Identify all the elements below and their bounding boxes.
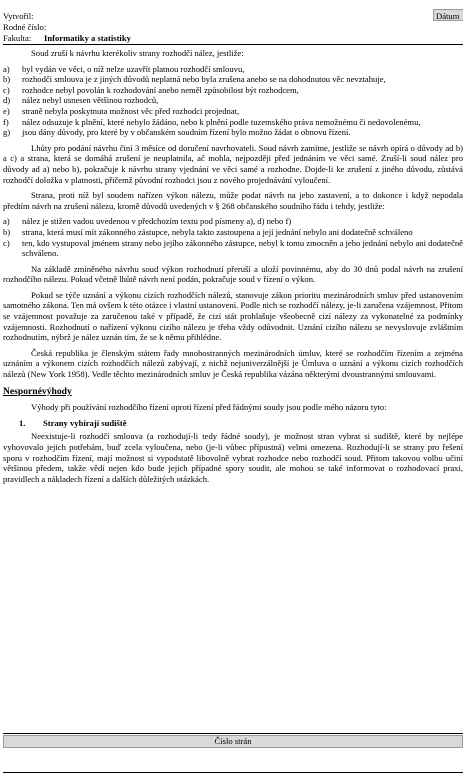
list-item <box>3 85 463 96</box>
list-marker: c) <box>3 237 10 248</box>
footer-divider <box>3 733 463 734</box>
section-heading: Nespornévýhody <box>3 385 72 397</box>
list-item <box>3 238 463 259</box>
list-item <box>3 95 463 106</box>
list-item <box>3 64 463 75</box>
list-text: rozhodce nebyl povolán k rozhodování anebo neměl způsobilost být rozhodcem, <box>22 84 299 95</box>
list-marker: c) <box>3 84 10 95</box>
list-marker: e) <box>3 105 10 116</box>
annulment-grounds-list <box>3 64 463 138</box>
paragraph-conventions: Česká republika je členským státem řady mnohostranných mezinárodních úmluv, které se rozhodčím řízením a zejména uznáním a výkonem cizích rozhodčích nálezů zabývají, z nichž nejuniverzálnější je Úmluva o uznání a výkonu cizích rozhodčích nálezů (New York 1958). Vedle těchto mezinárodních smluv je Česká republika vázána některými dvoustrannými smlouvami. <box>3 347 463 380</box>
list-marker: g) <box>3 127 11 138</box>
enforcement-grounds-list <box>3 216 463 258</box>
date-field: Dátum <box>433 9 463 21</box>
paragraph-deadlines: Lhůty pro podání návrhu činí 3 měsíce od doručení navrhovateli. Soud návrh zamítne, jestliže se návrh opírá o důvody ad b) a c) a strana, která se domáhá zrušení je neuplatnila, ač mohla, nejpozději před jednáním ve věci samé. Zruší-li soud nález pro důvody ad a) nebo b), pokračuje k návrhu strany vjednání ve věci samé a rozhodne. Dojde-li ke zrušení z jiného důvodu, zůstává rozhodčí doložka v platnosti, přičemž původní rozhodci jsou z nového projednávání vyloučení. <box>3 142 463 185</box>
list-item <box>3 127 463 138</box>
list-item <box>3 227 463 238</box>
list-item <box>3 216 463 227</box>
created-by-label: Vytvořil: <box>3 11 34 21</box>
page-number-field: Číslo strán <box>3 735 463 748</box>
list-item <box>3 106 463 117</box>
list-text: strana, která musí mít zákonného zástupce, nebyla takto zastoupena a její jednání nebylo ani dodatečně schváleno <box>22 226 413 237</box>
list-text: straně nebyla poskytnuta možnost věc před rozhodci projednat, <box>22 105 240 116</box>
page-bottom-line <box>3 772 463 773</box>
birth-number-label: Rodné číslo: <box>3 22 47 32</box>
paragraph-advantages-intro: Výhody při používání rozhodčího řízení oproti řízení před řádnými soudy jsou podle mého názoru tyto: <box>31 402 387 413</box>
subheading-number: 1. <box>19 417 26 428</box>
list-item <box>3 117 463 128</box>
list-text: ten, kdo vystupoval jménem strany nebo jejího zákonného zástupce, nebyl k tomu zmocněn a jeho jednání nebylo ani dodatečně schváleno. <box>22 237 463 259</box>
list-text: nález odsuzuje k plnění, které nebylo žádáno, nebo k plnění podle tuzemského práva nemožnému či nedovolenému, <box>22 116 421 127</box>
list-text: jsou dány důvody, pro které by v občanském soudním řízení bylo možno žádat o obnovu řízení. <box>22 127 351 138</box>
list-marker: a) <box>3 216 10 227</box>
faculty-value: Informatiky a statistiky <box>44 33 131 43</box>
faculty-label: Fakulta: <box>3 33 32 43</box>
document-body <box>3 48 463 489</box>
list-text: byl vydán ve věci, o níž nelze uzavřít platnou rozhodčí smlouvu, <box>22 63 245 74</box>
list-text: nález nebyl usnesen většinou rozhodců, <box>22 95 159 106</box>
paragraph-enforcement-stop: Strana, proti níž byl soudem nařízen výkon nálezu, může podat návrh na jeho zastavení, a to dokonce i když nepodala předtím návrh na zrušení nálezu, kromě důvodů uvedených v § 268 občanského soudního řádu i tehdy, jestliže: <box>3 190 463 211</box>
list-marker: d) <box>3 95 11 106</box>
list-text: nález je stižen vadou uvedenou v předchozím textu pod písmeny a), d) nebo f) <box>22 216 292 227</box>
list-text: rozhodčí smlouva je z jiných důvodů neplatná nebo byla zrušena anebo se na dohodnutou věc nevztahuje, <box>22 74 386 85</box>
paragraph-forum-choice: Neexistuje-li rozhodčí smlouva (a rozhodují-li tedy řádné soudy), je možnost stran vybrat si sudiště, které by nejlépe vyhovovalo jejich potřebám, buď zcela vyloučena, nebo (je-li vůbec přípustná) velmi omezena. Rozhodují-li se strany pro řešení sporu v rozhodčím řízení, mají možnost si vypodstatě libovolně vybrat rozhodce nebo rozhodčí soud. Přitom takovou volbu učiní většinou předem, takže vědí nejen kdo bude jejich případné spory soudit, ale mohou se také informovat o rozhodovací praxi, pravidlech a nákladech řízení a dalších důležitých otázkách. <box>3 431 463 484</box>
header-divider <box>3 44 463 45</box>
paragraph-foreign-awards: Pokud se týče uznání a výkonu cizích rozhodčích nálezů, stanovuje zákon prioritu mezinárodních smluv před ustanovením samotného zákona. Ten má ovšem k této otázce i vlastní ustanovení. Podle nich se rozhodčí nálezy, je-li zaručena vzájemnost. Přitom se vzájemnost považuje za zaručenou také v případě, že cizí stát prohlašuje všeobecně cizí nálezy za vykonatelné za podmínky vzájemnosti. Rozhodnutí o nařízení výkonu cizího nálezu je třeba vždy odůvodnit. Uznání cizího nálezu se nevyslovuje zvláštním rozhodnutím, nýbrž je nález uznán tím, že se k němu přihlédne. <box>3 289 463 343</box>
paragraph-intro: Soud zruší k návrhu kterékoliv strany rozhodčí nález, jestliže: <box>31 48 244 58</box>
list-marker: b) <box>3 74 11 85</box>
list-marker: b) <box>3 226 11 237</box>
paragraph-interruption: Na základě zmíněného návrhu soud výkon rozhodnutí přeruší a uloží povinnému, aby do 30 dnů podal návrh na zrušení rozhodčího nálezu. Pokud včetně lhůtě návrh není podán, pokračuje soud v řízení o výkon. <box>3 263 463 285</box>
subheading-forum-choice <box>3 418 463 429</box>
list-marker: f) <box>3 116 9 127</box>
list-marker: a) <box>3 63 10 74</box>
subheading-title: Strany vybírají sudiště <box>43 417 127 428</box>
list-item <box>3 74 463 85</box>
